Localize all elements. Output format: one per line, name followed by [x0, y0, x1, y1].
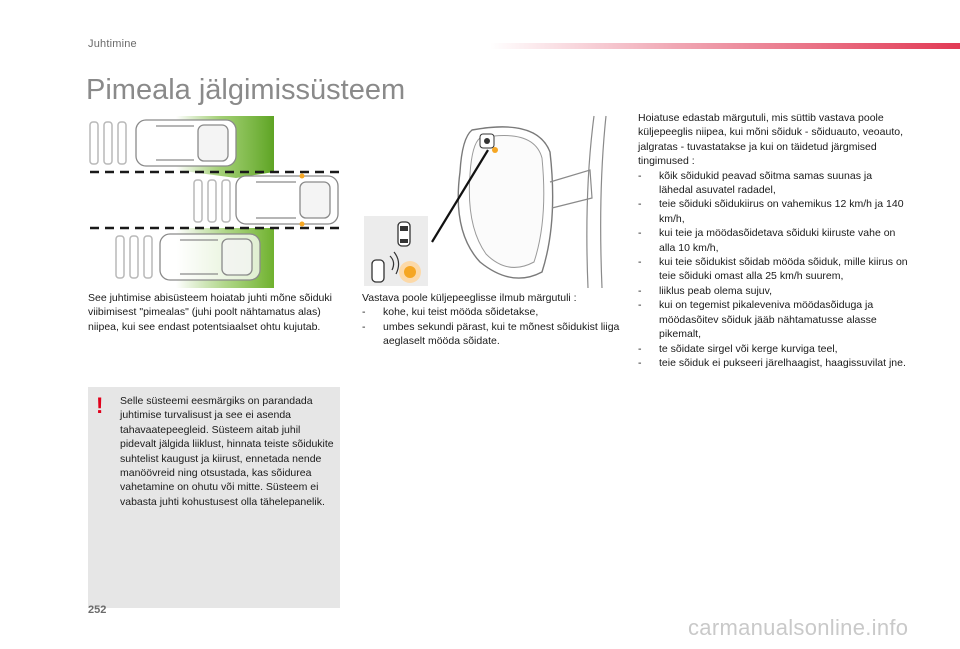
conditions-description [638, 111, 908, 370]
header-accent-bar [490, 43, 960, 49]
list-item: - teie sõiduk ei pukseeri järelhaagist, haagissuvilat jne. [638, 356, 908, 370]
list-item: - teie sõiduki sõidukiirus on vahemikus 12 km/h ja 140 km/h, [638, 197, 908, 226]
page-title: Pimeala jälgimissüsteem [86, 74, 406, 106]
indicator-list [362, 305, 627, 348]
conditions-list [638, 169, 908, 371]
section-label: Juhtimine [88, 38, 137, 50]
page-number: 252 [88, 604, 107, 616]
list-item: - umbes sekundi pärast, kui te mõnest sõidukist liiga aeglaselt mööda sõidate. [362, 320, 627, 349]
list-item: - kohe, kui teist mööda sõidetakse, [362, 305, 627, 319]
warning-exclamation-icon: ! [96, 393, 104, 418]
indicator-description [362, 291, 627, 349]
watermark: carmanualsonline.info [688, 615, 909, 640]
list-item: - kui teie ja möödasõidetava sõiduki kiiruste vahe on alla 10 km/h, [638, 226, 908, 255]
blind-spot-illustration [86, 112, 344, 290]
list-item: - kui teie sõidukist sõidab mööda sõiduk, mille kiirus on teie sõiduki omast alla 25 km/h suurem, [638, 255, 908, 284]
conditions-intro: Hoiatuse edastab märgutuli, mis süttib vastava poole küljepeeglis niipea, kui mõni sõiduk - sõiduauto, veoauto, jalgratas - tuvastatakse ja kui on täidetud järgmised tingimused : [638, 112, 903, 168]
list-item: - kõik sõidukid peavad sõitma samas suunas ja lähedal asuvatel radadel, [638, 169, 908, 198]
list-item: - liiklus peab olema sujuv, [638, 284, 908, 298]
warning-text: Selle süsteemi eesmärgiks on parandada juhtimise turvalisust ja see ei asenda tahavaatepeegleid. Süsteem aitab juhil pidevalt jälgida liiklust, hinnata teiste sõidukite suhtelist kaugust ja kiirust, ennetada nende manöövreid ning otsustada, kas sõidurea vahetamine on ohutu või mitte. Süsteem ei vabasta juhti kohustusest olla tähelepanelik. [120, 395, 334, 508]
side-mirror-illustration [362, 112, 618, 290]
indicator-intro: Vastava poole küljepeeglisse ilmub märgutuli : [362, 292, 577, 304]
list-item: - te sõidate sirgel või kerge kurviga teel, [638, 342, 908, 356]
list-item: - kui on tegemist pikaleveniva möödasõiduga ja möödasõitev sõiduk jääb nähtamatusse alasse pikemalt, [638, 298, 908, 341]
intro-paragraph: See juhtimise abisüsteem hoiatab juhti mõne sõiduki viibimisest "pimealas" (juhi poolt nähtamatus alas) niipea, kui see endast potentsiaalset ohtu kujutab. [88, 292, 332, 333]
